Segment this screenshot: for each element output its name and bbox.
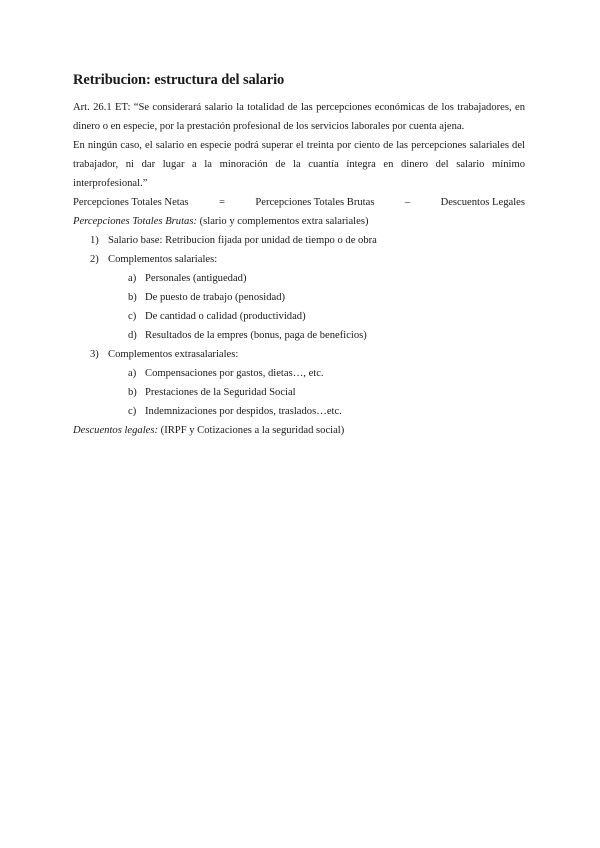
components-list	[73, 231, 525, 421]
descuentos-line	[73, 421, 525, 440]
sublist-letter: d)	[128, 330, 137, 341]
sublist-item-text: Personales (antiguedad)	[145, 273, 247, 284]
sublist-letter: b)	[128, 387, 137, 398]
sublist-letter: a)	[128, 273, 137, 284]
sublist-item	[73, 326, 525, 345]
list-item-text: Salario base: Retribucion fijada por unidad de tiempo o de obra	[108, 235, 377, 246]
quote-paragraph-1: Art. 26.1 ET: “Se considerará salario la totalidad de las percepciones económicas de los trabajadores, en dinero o en especie, por la prestación profesional de los servicios laborales por cuenta ajena.	[73, 102, 525, 132]
sublist-letter: c)	[128, 406, 137, 417]
brutas-description: (slario y complementos extra salariales)	[196, 216, 369, 227]
sublist-item-text: De puesto de trabajo (penosidad)	[145, 292, 286, 303]
sublist-item	[73, 402, 525, 421]
sublist-item-text: Resultados de la empres (bonus, paga de beneficios)	[145, 330, 367, 341]
list-number: 2)	[90, 254, 99, 265]
sublist-item	[73, 364, 525, 383]
sublist-item	[73, 288, 525, 307]
equation-gross: Percepciones Totales Brutas	[255, 197, 375, 208]
sublist-item-text: De cantidad o calidad (productividad)	[145, 311, 306, 322]
sublist-item	[73, 269, 525, 288]
descuentos-label: Descuentos legales:	[73, 425, 159, 436]
list-number: 3)	[90, 349, 99, 360]
sublist-item	[73, 307, 525, 326]
sublist-item-text: Prestaciones de la Seguridad Social	[145, 387, 296, 398]
descuentos-description: (IRPF y Cotizaciones a la seguridad social)	[158, 425, 345, 436]
sublist-letter: a)	[128, 368, 137, 379]
document-content	[73, 72, 525, 440]
list-item	[73, 345, 525, 421]
brutas-label: Percepciones Totales Brutas:	[73, 216, 197, 227]
brutas-line	[73, 212, 525, 231]
page-title: Retribucion: estructura del salario	[73, 72, 285, 88]
sublist-letter: b)	[128, 292, 137, 303]
sublist-item-text: Indemnizaciones por despidos, traslados…etc.	[145, 406, 342, 417]
list-item-text: Complementos salariales:	[108, 254, 218, 265]
quote-paragraph-2: En ningún caso, el salario en especie podrá superar el treinta por ciento de las percepciones salariales del trabajador, ni dar lugar a la minoración de la cuantía íntegra en dinero del salario mínimo interprofesional.”	[73, 140, 525, 189]
list-item	[73, 250, 525, 345]
sublist-item-text: Compensaciones por gastos, dietas…, etc.	[145, 368, 324, 379]
sublist-item	[73, 383, 525, 402]
list-item	[73, 231, 525, 250]
list-item-text: Complementos extrasalariales:	[108, 349, 239, 360]
salary-equation	[73, 193, 525, 212]
equation-minus: –	[404, 197, 411, 208]
sublist-letter: c)	[128, 311, 137, 322]
equation-net: Percepciones Totales Netas	[73, 197, 189, 208]
sublist-extrasalariales	[73, 364, 525, 421]
sublist-salariales	[73, 269, 525, 345]
list-number: 1)	[90, 235, 99, 246]
equation-deductions: Descuentos Legales	[440, 197, 525, 208]
equation-equals: =	[218, 197, 225, 208]
